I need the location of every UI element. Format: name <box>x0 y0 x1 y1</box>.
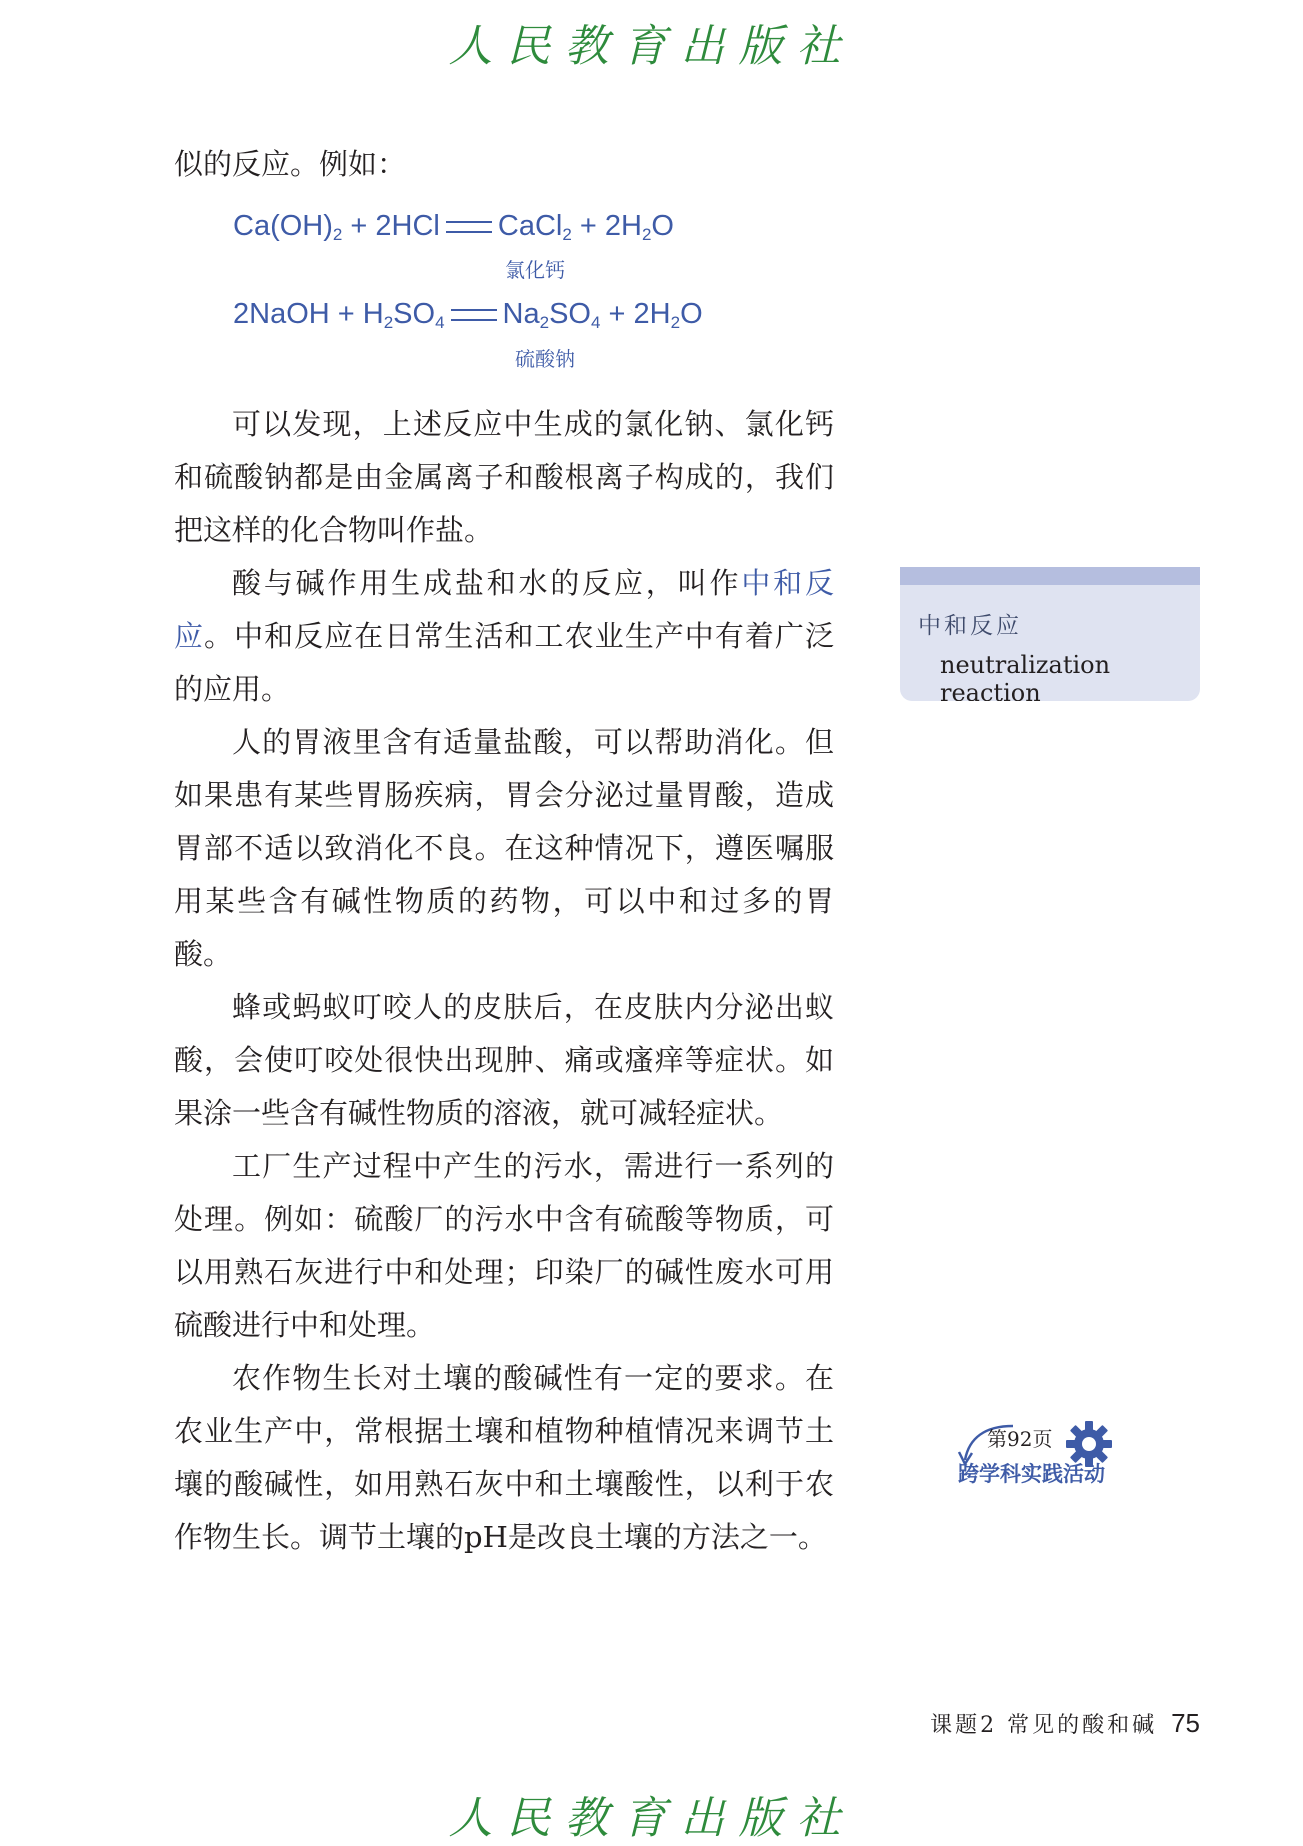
product-label-sodium-sulfate: 硫酸钠 <box>515 347 575 371</box>
publisher-logo-top: 人民教育出版社 <box>448 21 855 72</box>
publisher-logo-bottom: 人民教育出版社 <box>448 1793 855 1844</box>
cross-reference-link[interactable] <box>955 1420 1125 1500</box>
equation-products: $Na_2SO_4 + 2H_2O$ <box>502 298 703 332</box>
equals-sign <box>446 221 492 233</box>
equation-products: CaCl$_2$ + $2H_2O$ <box>497 210 674 244</box>
equation-reactants: $Ca(OH)_2 + 2HCl$ <box>233 210 440 244</box>
neutralization-term: 中和反应 <box>174 566 834 653</box>
glossary-sidebar-bar <box>900 567 1200 585</box>
page-footer <box>900 1708 1200 1739</box>
equation-calcium-chloride <box>233 210 674 245</box>
product-label-calcium-chloride: 氯化钙 <box>505 258 565 282</box>
paragraph-neutralization-definition <box>174 557 834 716</box>
page-number: 75 <box>1171 1708 1200 1738</box>
paragraph-stomach-acid: 人的胃液里含有适量盐酸，可以帮助消化。但如果患有某些胃肠疾病，胃会分泌过量胃酸，造成胃部不适以致消化不良。在这种情况下，遵医嘱服用某些含有碱性物质的药物，可以中和过多的胃酸。 <box>174 725 834 971</box>
paragraph-insect-bite: 蜂或蚂蚁叮咬人的皮肤后，在皮肤内分泌出蚁酸，会使叮咬处很快出现肿、痛或瘙痒等症状。如果涂一些含有碱性物质的溶液，就可减轻症状。 <box>174 990 834 1130</box>
cross-reference-label: 跨学科实践活动 <box>958 1462 1105 1486</box>
intro-text: 似的反应。例如： <box>174 147 407 181</box>
equation-sodium-sulfate <box>233 298 703 333</box>
glossary-term-zh: 中和反应 <box>918 613 1022 639</box>
cross-reference-page: 第92页 <box>987 1427 1053 1451</box>
paragraph-wastewater: 工厂生产过程中产生的污水，需进行一系列的处理。例如：硫酸厂的污水中含有硫酸等物质，可以用熟石灰进行中和处理；印染厂的碱性废水可用硫酸进行中和处理。 <box>174 1149 834 1342</box>
footer-chapter: 课题2 常见的酸和碱 <box>930 1713 1158 1738</box>
equals-sign <box>451 309 497 321</box>
paragraph-neutralization-after: 。中和反应在日常生活和工农业生产中有着广泛的应用。 <box>174 619 834 706</box>
equation-reactants: 2NaOH + $H_2SO_4$ <box>233 298 445 332</box>
glossary-sidebar <box>900 567 1200 701</box>
glossary-term-en: neutralization reaction <box>940 651 1111 701</box>
paragraph-neutralization-before: 酸与碱作用生成盐和水的反应，叫作 <box>232 566 742 600</box>
paragraph-soil-ph: 农作物生长对土壤的酸碱性有一定的要求。在农业生产中，常根据土壤和植物种植情况来调节土壤的酸碱性，如用熟石灰中和土壤酸性，以利于农作物生长。调节土壤的pH是改良土壤的方法之一。 <box>174 1361 834 1554</box>
paragraph-salt-definition: 可以发现，上述反应中生成的氯化钠、氯化钙和硫酸钠都是由金属离子和酸根离子构成的，我们把这样的化合物叫作盐。 <box>174 407 834 547</box>
